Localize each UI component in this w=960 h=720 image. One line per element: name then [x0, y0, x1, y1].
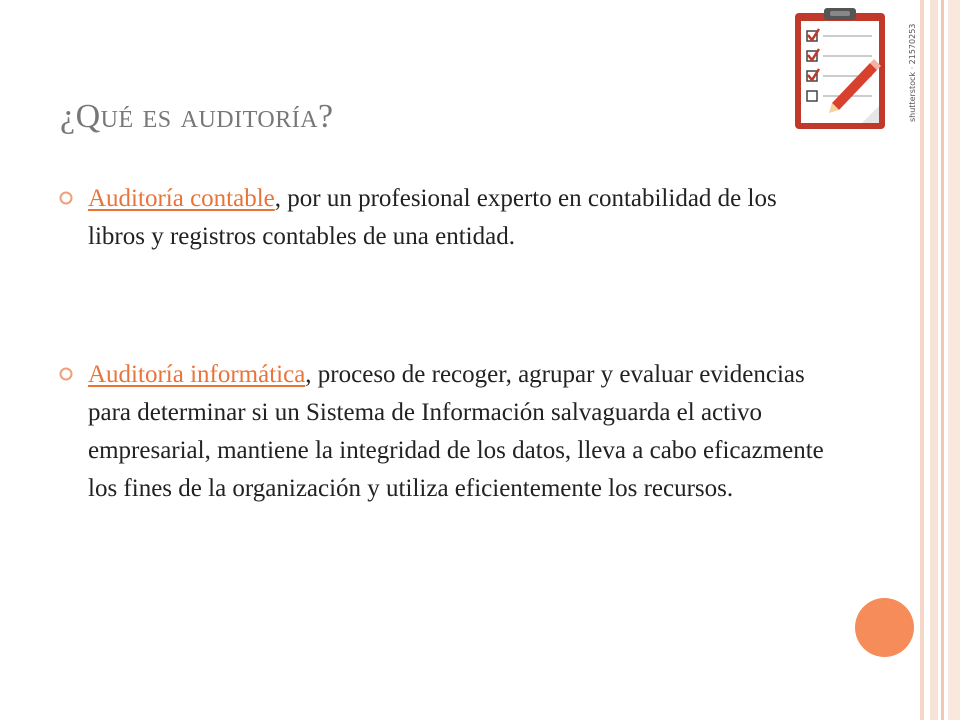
term-link[interactable]: Auditoría informática — [88, 361, 306, 388]
stock-watermark: shutterstock · 21570253 — [908, 23, 917, 122]
bullet-list — [58, 180, 838, 508]
decorative-stripe — [941, 0, 944, 720]
decorative-stripe — [948, 0, 960, 720]
bullet-item-auditoria-contable — [58, 180, 838, 256]
term-link[interactable]: Auditoría contable — [88, 185, 275, 212]
bullet-item-auditoria-informatica — [58, 356, 838, 508]
decorative-circle — [855, 598, 914, 657]
decorative-stripe — [930, 0, 938, 720]
ring-bullet-icon — [58, 366, 74, 382]
bullet-text: , por un profesional experto en contabilidad de los libros y registros contables de una entidad. — [88, 185, 777, 250]
slide-title: ¿Qué es auditoría? — [60, 98, 334, 135]
clipboard-checklist-icon — [792, 7, 888, 131]
bullet-text: , proceso de recoger, agrupar y evaluar evidencias para determinar si un Sistema de Información salvaguarda el activo empresarial, mantiene la integridad de los datos, lleva a cabo eficazmente los fines de la organización y utiliza eficientemente los recursos. — [88, 361, 824, 502]
decorative-stripe — [920, 0, 924, 720]
ring-bullet-icon — [58, 190, 74, 206]
